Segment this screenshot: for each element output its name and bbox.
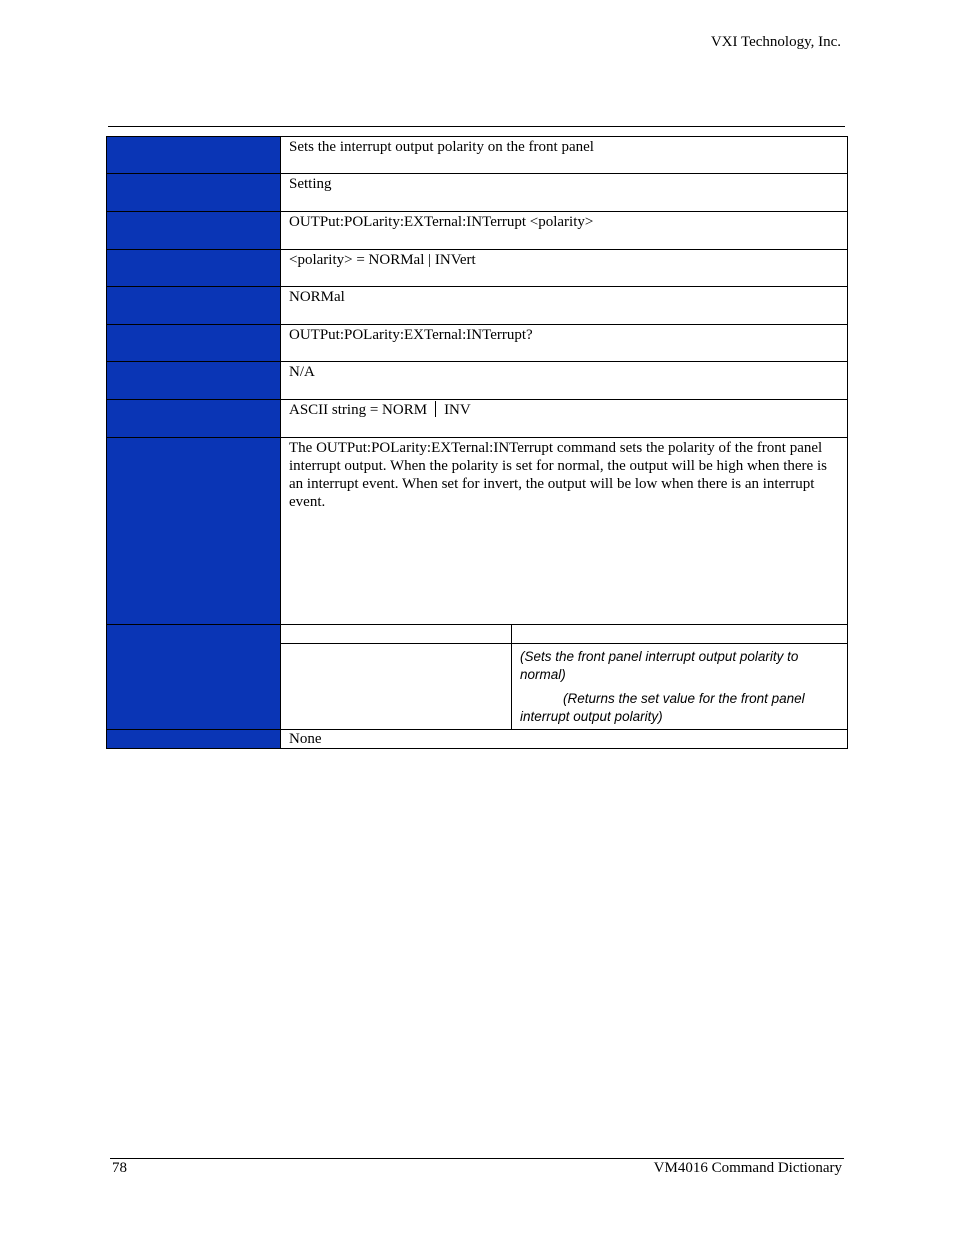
row-label-cell	[107, 730, 281, 749]
examples-header-row	[281, 625, 847, 644]
row-label-cell	[107, 287, 281, 325]
description-value: The OUTPut:POLarity:EXTernal:INTerrupt command sets the polarity of the front panel interrupt output. When the polarity is set for normal, the output will be high when there is an interrupt event. When set for invert, the output will be low when there is an interrupt event.	[281, 438, 848, 625]
related-commands-value: None	[281, 730, 848, 749]
row-label-cell	[107, 137, 281, 174]
examples-command-cell	[281, 644, 512, 730]
examples-table	[281, 625, 847, 729]
row-label-cell	[107, 325, 281, 362]
table-row	[107, 250, 848, 287]
command-syntax-value: OUTPut:POLarity:EXTernal:INTerrupt <polarity>	[281, 212, 848, 250]
footer-rule	[110, 1158, 844, 1159]
table-row	[107, 287, 848, 325]
table-row	[107, 325, 848, 362]
row-label-cell	[107, 212, 281, 250]
row-label-cell	[107, 625, 281, 730]
document-title: VM4016 Command Dictionary	[653, 1160, 842, 1176]
table-row	[107, 730, 848, 749]
examples-header-command	[281, 625, 512, 644]
example-comment-2: (Returns the set value for the front panel interrupt output polarity)	[520, 691, 805, 724]
table-row	[107, 174, 848, 212]
response-right-text: INV	[444, 402, 471, 418]
example-comment-1: (Sets the front panel interrupt output polarity to normal)	[520, 649, 799, 682]
company-name: VXI Technology, Inc.	[710, 34, 841, 50]
separator-bar	[435, 401, 436, 417]
row-label-cell	[107, 362, 281, 400]
query-params-value: N/A	[281, 362, 848, 400]
examples-cell	[281, 625, 848, 730]
query-response-value	[281, 400, 848, 438]
row-label-cell	[107, 250, 281, 287]
row-label-cell	[107, 174, 281, 212]
table-row	[107, 625, 848, 730]
query-syntax-value: OUTPut:POLarity:EXTernal:INTerrupt?	[281, 325, 848, 362]
reset-value: NORMal	[281, 287, 848, 325]
table-row	[107, 362, 848, 400]
table-row	[107, 137, 848, 174]
row-label-cell	[107, 438, 281, 625]
parameters-value: <polarity> = NORMal | INVert	[281, 250, 848, 287]
purpose-value: Sets the interrupt output polarity on the front panel	[281, 137, 848, 174]
examples-comment-cell	[512, 644, 848, 730]
header-rule	[108, 126, 845, 127]
row-label-cell	[107, 400, 281, 438]
table-row	[107, 438, 848, 625]
page-number: 78	[112, 1160, 127, 1176]
command-table	[106, 136, 848, 749]
type-value: Setting	[281, 174, 848, 212]
table-row	[107, 400, 848, 438]
table-row	[107, 212, 848, 250]
examples-body-row	[281, 644, 847, 730]
example-comments	[512, 644, 847, 726]
response-left-text: ASCII string = NORM	[289, 402, 428, 418]
examples-header-response	[512, 625, 848, 644]
